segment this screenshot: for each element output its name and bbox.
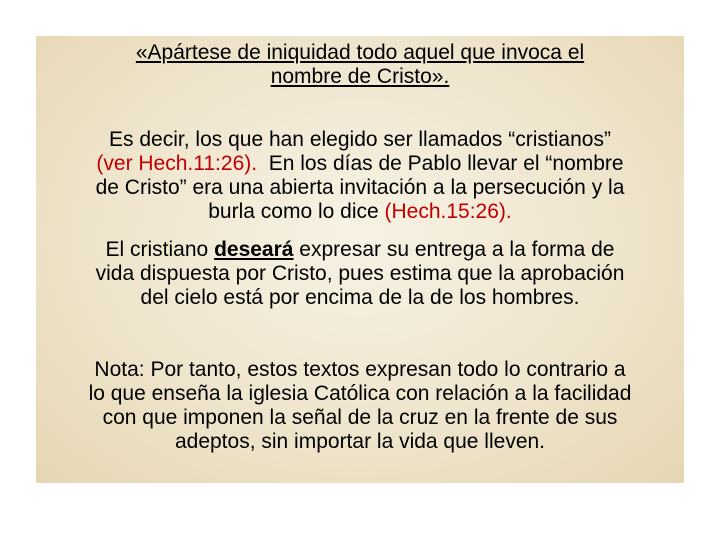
text-panel: [36, 36, 684, 483]
quote-heading: [36, 41, 684, 89]
quote-line-1: «Apártese de iniquidad todo aquel que invoca el: [135, 41, 585, 64]
paragraph-note: [36, 358, 684, 454]
bible-reference-hech-15-26: (Hech.15:26).: [384, 200, 512, 223]
paragraph-christian: [36, 238, 684, 310]
emphasized-word: deseará: [214, 238, 294, 261]
para2-line-1-pre: El cristiano: [105, 238, 215, 261]
para1-line-2-text: En los días de Pablo llevar el “nombre: [257, 152, 624, 175]
para2-line-1: [36, 238, 684, 262]
para2-line-3: del cielo está por encima de la de los hombres.: [140, 286, 580, 309]
para3-line-3: con que imponen la señal de la cruz en la frente de sus: [102, 406, 618, 429]
para1-line-2: [36, 152, 684, 176]
para1-line-1: Es decir, los que han elegido ser llamados “cristianos”: [109, 128, 611, 151]
para3-line-4: adeptos, sin importar la vida que lleven.: [174, 430, 546, 453]
para2-line-2: vida dispuesta por Cristo, pues estima que la aprobación: [95, 262, 625, 285]
paragraph-explanation: [36, 128, 684, 224]
para1-line-3: de Cristo” era una abierta invitación a la persecución y la: [95, 176, 625, 199]
para2-line-1-post: expresar su entrega a la forma de: [293, 238, 615, 261]
bible-reference-hech-11-26: (ver Hech.11:26).: [96, 152, 258, 175]
para1-line-4-text: burla como lo dice: [208, 200, 385, 223]
para3-line-1: Nota: Por tanto, estos textos expresan todo lo contrario a: [94, 358, 626, 381]
quote-line-2: nombre de Cristo».: [270, 65, 450, 88]
para1-line-4: [36, 200, 684, 224]
para3-line-2: lo que enseña la iglesia Católica con relación a la facilidad: [88, 382, 632, 405]
